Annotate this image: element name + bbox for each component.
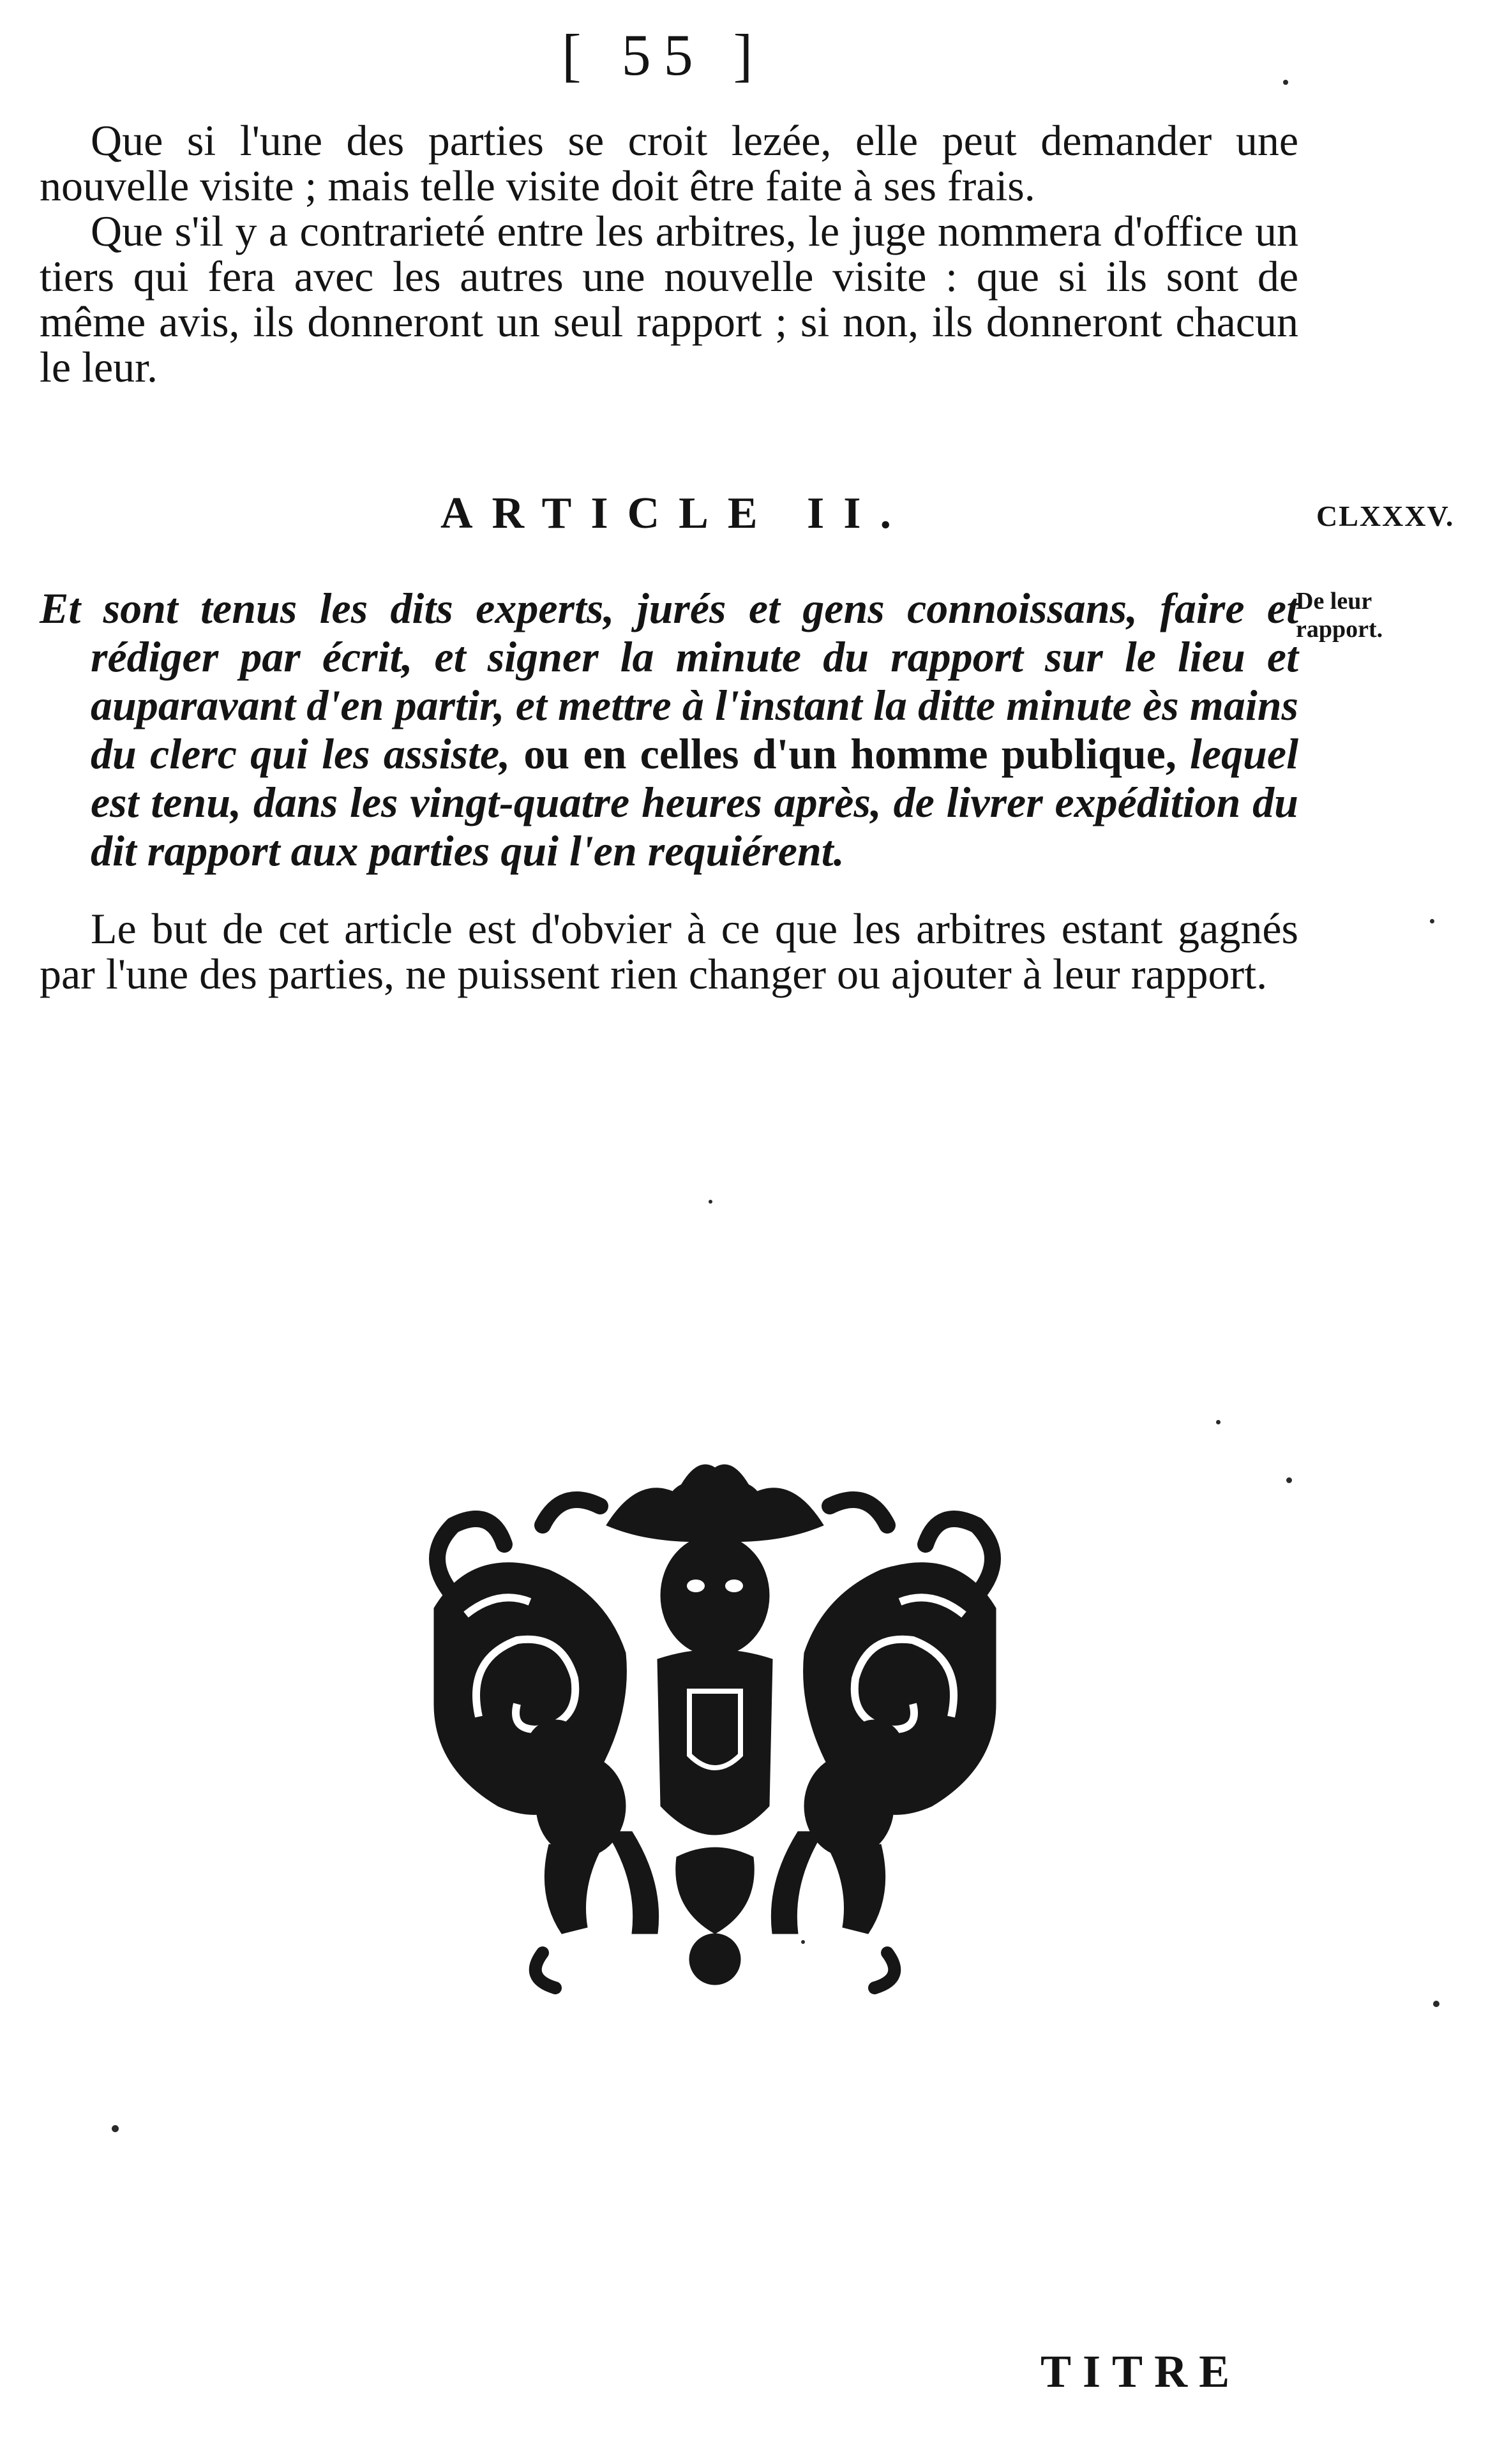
- paper-speck: [1286, 1477, 1292, 1483]
- printers-ornament-icon: [396, 1449, 1034, 2004]
- article-body-part2: lequel est tenu, dans les vingt-quatre heures après, de livrer expédition du dit rapport aux parties qui l'en requiérent.: [91, 729, 1298, 875]
- article-heading: ARTICLE II.: [440, 489, 910, 538]
- article-body: [40, 584, 1298, 875]
- opening-paragraphs: [40, 118, 1298, 390]
- commentary-paragraph: Le but de cet article est d'obvier à ce que les arbitres estant gagnés par l'une des parties, ne puissent rien changer ou ajouter à leur rapport.: [40, 904, 1298, 998]
- paper-speck: [112, 2125, 119, 2132]
- paper-speck: [1283, 80, 1288, 85]
- article-body-part1: Et sont tenus les dits experts, jurés et gens connoissans, faire et rédiger par écrit, et signer la minute du rapport sur le lieu et auparavant d'en partir, et mettre à l'instant la ditte minute ès mains du clerc qui les assiste,: [40, 584, 1298, 778]
- article-margin-number: CLXXXV.: [1316, 500, 1455, 532]
- commentary-block: [40, 906, 1298, 997]
- paragraph-lezee: Que si l'une des parties se croit lezée, elle peut demander une nouvelle visite ; mais telle visite doit être faite à ses frais.: [40, 116, 1298, 210]
- article-body-roman: ou en celles d'un homme publique,: [510, 729, 1191, 778]
- margin-side-note: De leur rapport.: [1296, 588, 1383, 643]
- catchword: TITRE: [1040, 2346, 1242, 2397]
- paper-speck: [1433, 2001, 1439, 2007]
- paper-speck: [709, 1200, 712, 1204]
- page-number: [ 55 ]: [562, 22, 766, 87]
- paper-speck: [1216, 1420, 1221, 1424]
- paragraph-contrariete: Que s'il y a contrarieté entre les arbitres, le juge nommera d'office un tiers qui fera avec les autres une nouvelle visite : que si ils sont de même avis, ils donneront un seul rapport ; si non, ils donneront chacun le leur.: [40, 207, 1298, 391]
- paper-speck: [801, 1940, 805, 1944]
- article-text: [40, 584, 1298, 875]
- paper-speck: [1430, 919, 1434, 923]
